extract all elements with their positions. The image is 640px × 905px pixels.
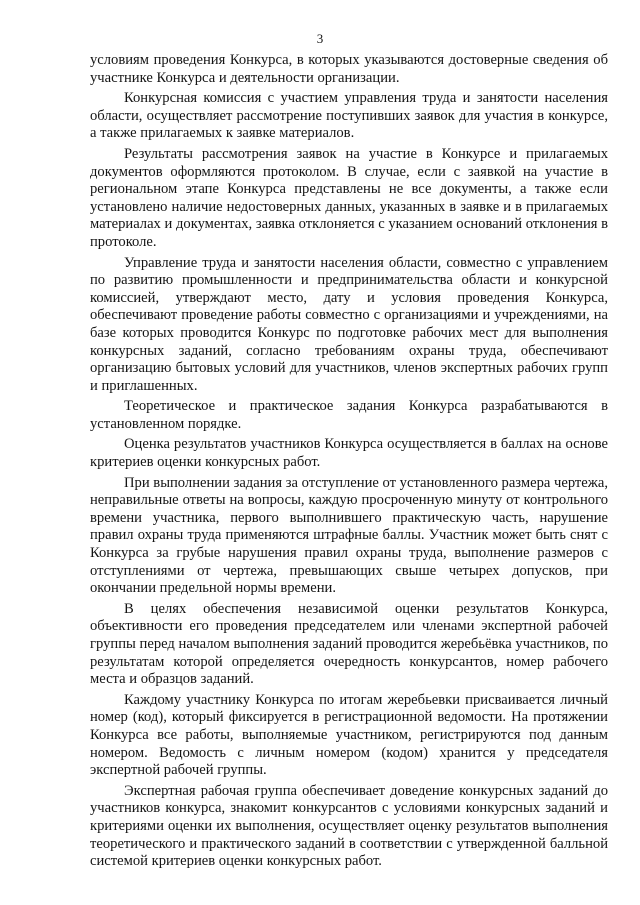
paragraph-application-conditions: условиям проведения Конкурса, в которых указываются достоверные сведения об участнике Конкурса и деятельности организации. [90,52,608,86]
page-number: 3 [316,31,324,46]
paragraph-evaluation: Оценка результатов участников Конкурса осуществляется в баллах на основе критериев оценки конкурсных работ. [90,436,608,471]
paragraph-organization: Управление труда и занятости населения области, совместно с управлением по развитию промышленности и предпринимательства области и конкурсной комиссией, утверждают место, дату и условия проведения Конкурса, обеспечивают проведение работы совместно с организациями и учреждениями, на базе которых проводится Конкурс по подготовке рабочих мест для выполнения конкурсных заданий, согласно требованиям охраны труда, обеспечивают организацию бытовых условий для участников, членов экспертных рабочих групп и приглашенных. [90,254,608,394]
paragraph-expert-group: Экспертная рабочая группа обеспечивает доведение конкурсных заданий до участников конкурса, знакомит конкурсантов с условиями конкурсных заданий и критериями оценки их выполнения, осуществляет оценку результатов выполнения теоретического и практического заданий в соответствии с утвержденной балльной системой критериев оценки конкурсных работ. [90,782,608,870]
paragraph-commission-review: Конкурсная комиссия с участием управления труда и занятости населения области, осуществляет рассмотрение поступивших заявок для участия в конкурсе, а также прилагаемых к заявке материалов. [90,90,608,142]
paragraph-review-results: Результаты рассмотрения заявок на участие в Конкурсе и прилагаемых документов оформляются протоколом. В случае, если с заявкой на участие в региональном этапе Конкурса представлены не все документы, а также если установлено наличие недостоверных данных, указанных в заявке и в прилагаемых материалах и документах, заявка отклоняется с указанием оснований отклонения в протоколе. [90,145,609,250]
paragraph-personal-number: Каждому участнику Конкурса по итогам жеребьевки присваивается личный номер (код), который фиксируется в регистрационной ведомости. На протяжении Конкурса все работы, выполняемые участником, регистрируются под данным номером. Ведомость с личным номером (кодом) хранится у председателя экспертной рабочей группы. [90,691,608,779]
paragraph-tasks: Теоретическое и практическое задания Конкурса разрабатываются в установленном порядке. [90,398,608,432]
paragraph-penalties: При выполнении задания за отступление от установленного размера чертежа, неправильные ответы на вопросы, каждую просроченную минуту от контрольного времени участника, первого выполнившего практическую часть, нарушение правил охраны труда применяются штрафные баллы. Участник может быть снят с Конкурса за грубые нарушения правил охраны труда, выполнение размеров с отступлениями от чертежа, превышающих свыше четырех допусков, при окончании предельной нормы времени. [90,474,608,597]
document-body [90,52,608,874]
paragraph-draw: В целях обеспечения независимой оценки результатов Конкурса, объективности его проведения председателем или членами экспертной рабочей группы перед началом выполнения заданий проводится жеребьёвка участников, по результатам которой определяется очередность конкурсантов, номер рабочего места и образцов заданий. [90,600,608,688]
